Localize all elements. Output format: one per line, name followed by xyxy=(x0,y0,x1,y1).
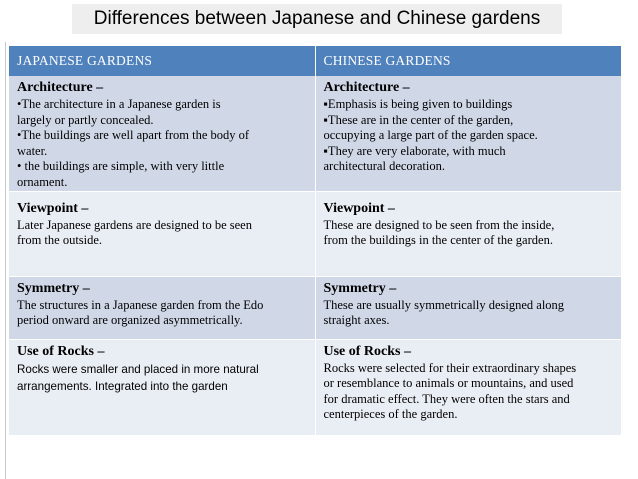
cell-heading: Symmetry – xyxy=(17,280,90,296)
cell-line: from the outside. xyxy=(17,233,103,248)
cell-line: • the buildings are simple, with very little xyxy=(17,159,225,174)
table-row-viewpoint xyxy=(9,191,621,276)
column-header-japanese: JAPANESE GARDENS xyxy=(9,46,315,76)
cell-heading: Use of Rocks – xyxy=(17,343,105,359)
cell-japanese-architecture xyxy=(9,76,315,191)
cell-line: from the buildings in the center of the garden. xyxy=(323,233,553,248)
cell-line: •The buildings are well apart from the body of xyxy=(17,128,250,143)
cell-line: ▪They are very elaborate, with much xyxy=(323,143,506,158)
comparison-table xyxy=(9,46,621,435)
cell-line: ▪These are in the center of the garden, xyxy=(323,112,514,127)
cell-japanese-viewpoint xyxy=(9,191,315,276)
cell-line: These are usually symmetrically designed along xyxy=(323,297,565,312)
page-title: Differences between Japanese and Chinese gardens xyxy=(72,4,562,34)
table-row-use-of-rocks xyxy=(9,339,621,435)
cell-heading: Architecture – xyxy=(323,80,410,95)
cell-line: The structures in a Japanese garden from the Edo xyxy=(17,297,264,312)
cell-line: or resemblance to animals or mountains, and used xyxy=(323,376,574,391)
cell-chinese-viewpoint xyxy=(315,191,621,276)
cell-line: largely or partly concealed. xyxy=(17,112,154,127)
cell-line: ornament. xyxy=(17,174,68,189)
cell-line: occupying a large part of the garden space. xyxy=(323,128,538,143)
table-row-symmetry xyxy=(9,276,621,339)
cell-line: Later Japanese gardens are designed to be seen xyxy=(17,217,252,232)
slide-left-edge xyxy=(5,42,6,479)
cell-chinese-use-of-rocks xyxy=(315,339,621,435)
cell-line: •The architecture in a Japanese garden is xyxy=(17,97,221,111)
column-header-chinese: CHINESE GARDENS xyxy=(315,46,621,76)
cell-heading: Symmetry – xyxy=(323,280,397,296)
cell-japanese-use-of-rocks xyxy=(9,339,315,435)
cell-line: water. xyxy=(17,143,48,158)
table-header-row xyxy=(9,46,621,76)
cell-heading: Architecture – xyxy=(17,80,104,95)
cell-line: These are designed to be seen from the inside, xyxy=(323,217,555,232)
cell-chinese-symmetry xyxy=(315,276,621,339)
cell-line: architectural decoration. xyxy=(323,159,445,174)
cell-japanese-symmetry xyxy=(9,276,315,339)
table-row-architecture xyxy=(9,76,621,191)
cell-line: period onward are organized asymmetrically. xyxy=(17,313,243,328)
cell-line: straight axes. xyxy=(323,313,390,328)
cell-chinese-architecture xyxy=(315,76,621,191)
cell-line: Rocks were smaller and placed in more natural xyxy=(17,362,259,376)
cell-line: centerpieces of the garden. xyxy=(323,407,458,422)
cell-line: ▪Emphasis is being given to buildings xyxy=(323,97,513,111)
cell-line: arrangements. Integrated into the garden xyxy=(17,379,228,393)
cell-heading: Use of Rocks – xyxy=(323,343,411,359)
cell-line: for dramatic effect. They were often the stars and xyxy=(323,391,570,406)
cell-line: Rocks were selected for their extraordinary shapes xyxy=(323,360,577,375)
cell-heading: Viewpoint – xyxy=(323,200,395,216)
cell-heading: Viewpoint – xyxy=(17,200,89,216)
